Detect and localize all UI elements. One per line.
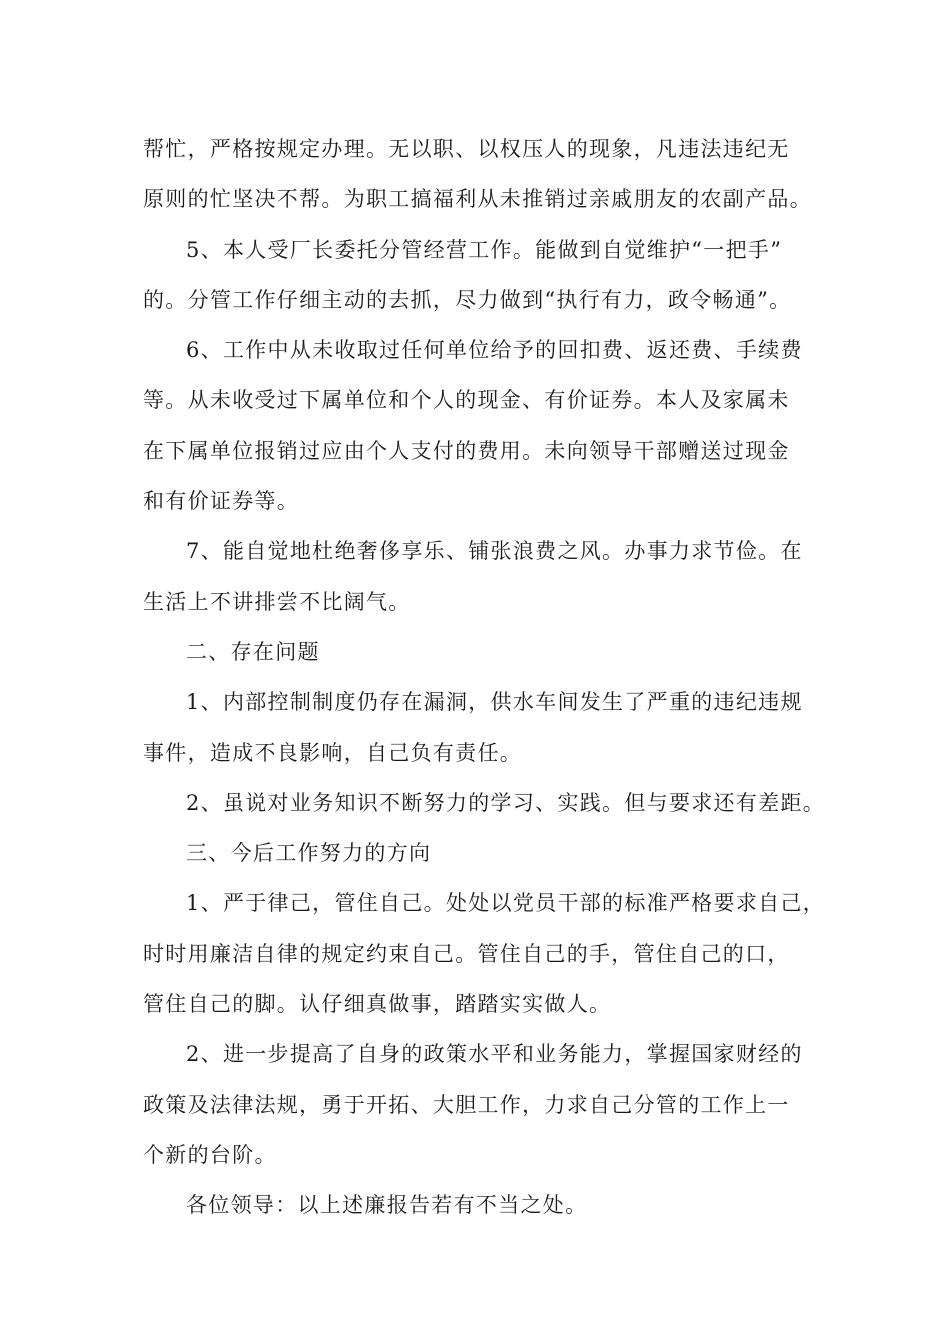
body-line: 事件，造成不良影响，自己负有责任。 bbox=[143, 740, 523, 765]
section-heading-direction: 三、今后工作努力的方向 bbox=[186, 841, 432, 866]
body-line: 和有价证券等。 bbox=[143, 489, 300, 514]
problem-1-line: 1、内部控制制度仍存在漏洞，供水车间发生了严重的违纪违规 bbox=[186, 690, 803, 715]
paragraph-5-line: 5、本人受厂长委托分管经营工作。能做到自觉维护“一把手” bbox=[186, 237, 783, 262]
paragraph-6-line: 6、工作中从未收取过任何单位给予的回扣费、返还费、手续费 bbox=[186, 338, 803, 363]
closing-line: 各位领导：以上述廉报告若有不当之处。 bbox=[186, 1193, 588, 1218]
body-line: 政策及法律法规，勇于开拓、大胆工作，力求自己分管的工作上一 bbox=[143, 1092, 790, 1117]
problem-2-line: 2、虽说对业务知识不断努力的学习、实践。但与要求还有差距。 bbox=[186, 790, 826, 815]
document-body bbox=[143, 124, 826, 1231]
body-line: 管住自己的脚。认仔细真做事，踏踏实实做人。 bbox=[143, 992, 612, 1017]
body-line: 原则的忙坚决不帮。为职工搞福利从未推销过亲戚朋友的农副产品。 bbox=[143, 187, 812, 212]
direction-1-line: 1、严于律己，管住自己。处处以党员干部的标准严格要求自己， bbox=[186, 891, 826, 916]
body-line: 时时用廉洁自律的规定约束自己。管住自己的手，管住自己的口， bbox=[143, 941, 790, 966]
body-line: 等。从未收受过下属单位和个人的现金、有价证券。本人及家属未 bbox=[143, 388, 790, 413]
paragraph-7-line: 7、能自觉地杜绝奢侈享乐、铺张浪费之风。办事力求节俭。在 bbox=[186, 539, 803, 564]
body-line: 生活上不讲排尝不比阔气。 bbox=[143, 589, 411, 614]
body-line: 个新的台阶。 bbox=[143, 1142, 277, 1167]
body-line: 的。分管工作仔细主动的去抓，尽力做到“执行有力，政令畅通”。 bbox=[143, 287, 792, 312]
body-line: 在下属单位报销过应由个人支付的费用。未向领导干部赠送过现金 bbox=[143, 438, 790, 463]
direction-2-line: 2、进一步提高了自身的政策水平和业务能力，掌握国家财经的 bbox=[186, 1042, 803, 1067]
section-heading-problems: 二、存在问题 bbox=[186, 639, 320, 664]
body-line: 帮忙，严格按规定办理。无以职、以权压人的现象，凡违法违纪无 bbox=[143, 137, 790, 161]
